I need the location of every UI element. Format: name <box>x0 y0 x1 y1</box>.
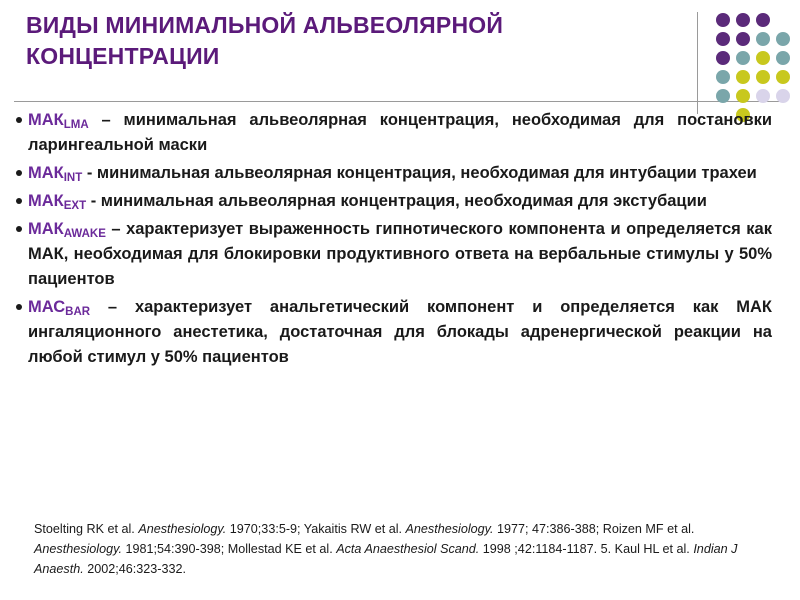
decor-dot <box>756 51 770 65</box>
ref-segment: 1981;54:390-398; Mollestad KE et al. <box>121 542 337 556</box>
decor-dot <box>716 70 730 84</box>
references <box>34 519 784 579</box>
ref-journal: Anesthesiology. <box>405 522 494 536</box>
decor-dot <box>776 32 790 46</box>
bullet-text: – характеризует анальгетический компонент и определяется как МАК ингаляционного анестетика, достаточная для блокады адренергической реакции на любой стимул у 50% пациентов <box>28 298 772 366</box>
bullet-marker <box>16 304 22 310</box>
bullet-marker <box>16 198 22 204</box>
term-subscript: INT <box>63 172 83 184</box>
bullet-item-mak-ext <box>16 189 772 214</box>
term-subscript: BAR <box>65 306 91 318</box>
decor-dot <box>736 13 750 27</box>
term-name: $МАК_{EXT}$ <box>28 192 87 212</box>
bullet-marker <box>16 170 22 176</box>
decor-dot <box>756 89 770 103</box>
decor-dot <box>736 32 750 46</box>
ref-journal: Indian J Anaesth. <box>34 542 738 576</box>
ref-journal: Anesthesiology. <box>34 542 122 556</box>
ref-journal: Acta Anaesthesiol Scand. <box>336 542 480 556</box>
term-name: $МАК_{INT}$ <box>28 164 83 184</box>
bullet-text: - минимальная альвеолярная концентрация, необходимая для экстубации <box>86 192 707 210</box>
ref-segment: Stoelting RK et al. <box>34 522 139 536</box>
term-subscript: AWAKE <box>63 228 106 240</box>
ref-segment: 1977; 47:386-388; Roizen MF et al. <box>493 522 695 536</box>
bullet-item-mac-bar <box>16 295 772 370</box>
ref-segment: 2002;46:323-332. <box>83 562 186 576</box>
term-subscript: LMA <box>63 119 89 131</box>
decor-dot <box>716 51 730 65</box>
decor-dot <box>756 32 770 46</box>
decor-dot <box>756 13 770 27</box>
decor-dot <box>736 89 750 103</box>
term-name: $МАС_{BAR}$ <box>28 298 91 318</box>
decor-dot <box>756 70 770 84</box>
ref-journal: Anesthesiology. <box>138 522 227 536</box>
bullet-marker <box>16 117 22 123</box>
decor-dot <box>736 51 750 65</box>
ref-segment: 1998 ;42:1184-1187. 5. Kaul HL et al. <box>479 542 694 556</box>
ref-segment: 1970;33:5-9; Yakaitis RW et al. <box>226 522 406 536</box>
term-name: $МАК_{AWAKE}$ <box>28 220 106 240</box>
bullet-item-mak-int <box>16 161 772 186</box>
decor-dot <box>776 51 790 65</box>
slide-title: ВИДЫ МИНИМАЛЬНОЙ АЛЬВЕОЛЯРНОЙ КОНЦЕНТРАЦИИ <box>26 12 504 69</box>
decor-dot <box>716 89 730 103</box>
term-name: $МАК_{LMA}$ <box>28 111 89 131</box>
decor-dot <box>776 89 790 103</box>
bullet-item-mak-lma <box>16 108 772 158</box>
bullet-item-mak-awake <box>16 217 772 292</box>
bullet-text: - минимальная альвеолярная концентрация, необходимая для интубации трахеи <box>82 164 757 182</box>
decor-dot <box>776 70 790 84</box>
bullet-text: – минимальная альвеолярная концентрация, необходимая для постановки ларингеальной маски <box>28 111 772 154</box>
decor-vertical-line <box>697 12 698 114</box>
decor-dot <box>716 13 730 27</box>
decor-dot <box>736 70 750 84</box>
decor-horizontal-line <box>14 101 786 102</box>
term-subscript: EXT <box>63 200 87 212</box>
bullet-text: – характеризует выраженность гипнотического компонента и определяется как МАК, необходимая для блокировки продуктивного ответа на вербальные стимулы у 50% пациентов <box>28 220 772 288</box>
decor-dot <box>716 32 730 46</box>
bullet-list <box>16 108 772 373</box>
decor-dot-grid <box>708 13 798 123</box>
bullet-marker <box>16 226 22 232</box>
